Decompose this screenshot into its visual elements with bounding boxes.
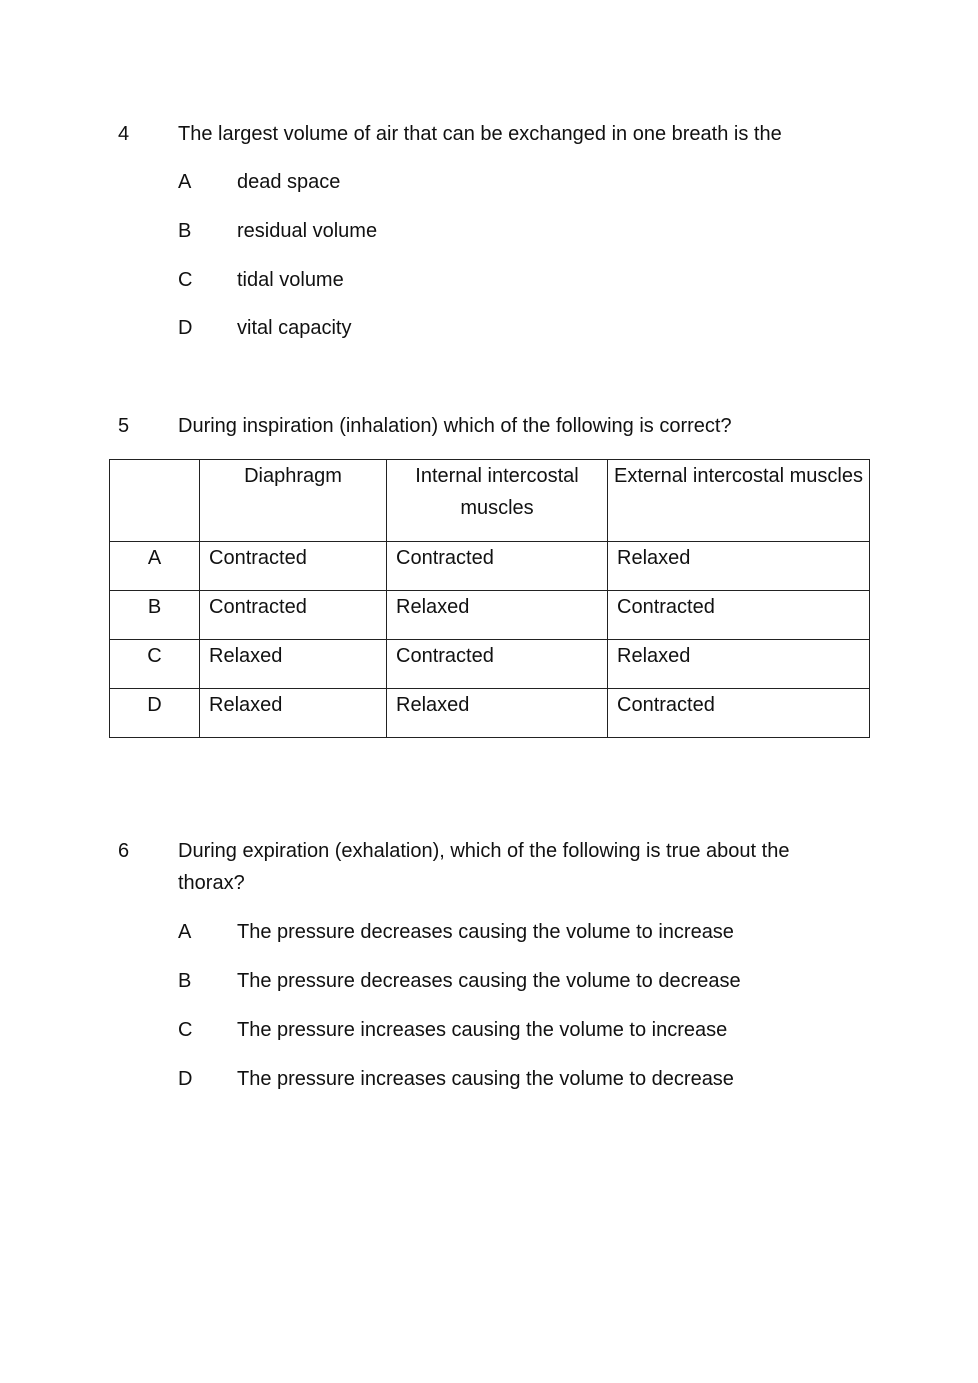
option-letter: B: [178, 220, 192, 242]
table-row[interactable]: [110, 640, 870, 689]
option-text: vital capacity: [237, 317, 352, 339]
option-text: dead space: [237, 171, 341, 193]
table-header-cell: External intercostal muscles: [608, 460, 870, 542]
table-cell: Contracted: [608, 689, 870, 738]
table-cell: Relaxed: [200, 640, 387, 689]
table-cell-letter: D: [110, 689, 200, 738]
option-letter: D: [178, 317, 193, 339]
option-text: The pressure increases causing the volume to decrease: [237, 1068, 734, 1090]
question-text: During expiration (exhalation), which of the following is true about the thorax?: [178, 840, 790, 894]
table-cell-letter: B: [110, 591, 200, 640]
table-cell: Relaxed: [387, 591, 608, 640]
option-text: tidal volume: [237, 269, 344, 291]
answer-table: [109, 459, 870, 738]
table-cell: Relaxed: [608, 640, 870, 689]
question-text: The largest volume of air that can be exchanged in one breath is the: [178, 123, 782, 145]
table-header-cell: [110, 460, 200, 542]
option-text: The pressure decreases causing the volume to decrease: [237, 970, 741, 992]
table-row[interactable]: [110, 689, 870, 738]
table-header-cell: Diaphragm: [200, 460, 387, 542]
table-cell-letter: A: [110, 542, 200, 591]
option-text: The pressure increases causing the volume to increase: [237, 1019, 728, 1041]
table-row[interactable]: [110, 591, 870, 640]
option-text: residual volume: [237, 220, 378, 242]
table-header-cell: Internal intercostal muscles: [387, 460, 608, 542]
table-cell: Contracted: [387, 640, 608, 689]
table-cell-letter: C: [110, 640, 200, 689]
option-letter: A: [178, 171, 192, 193]
option-letter: B: [178, 970, 192, 992]
question-number: 4: [118, 123, 130, 145]
option-letter: C: [178, 1019, 193, 1041]
table-header-row: [110, 460, 870, 542]
option-letter: A: [178, 921, 192, 943]
table-cell: Relaxed: [608, 542, 870, 591]
option-text: The pressure decreases causing the volume to increase: [237, 921, 734, 943]
table-cell: Relaxed: [387, 689, 608, 738]
question-number: 6: [118, 840, 130, 862]
question-number: 5: [118, 415, 130, 437]
table-row[interactable]: [110, 542, 870, 591]
question-6: [0, 835, 978, 899]
option-letter: D: [178, 1068, 193, 1090]
question-text: During inspiration (inhalation) which of the following is correct?: [178, 415, 732, 437]
table-cell: Contracted: [200, 542, 387, 591]
table-cell: Contracted: [387, 542, 608, 591]
table-cell: Contracted: [608, 591, 870, 640]
table-cell: Contracted: [200, 591, 387, 640]
option-letter: C: [178, 269, 193, 291]
table-cell: Relaxed: [200, 689, 387, 738]
